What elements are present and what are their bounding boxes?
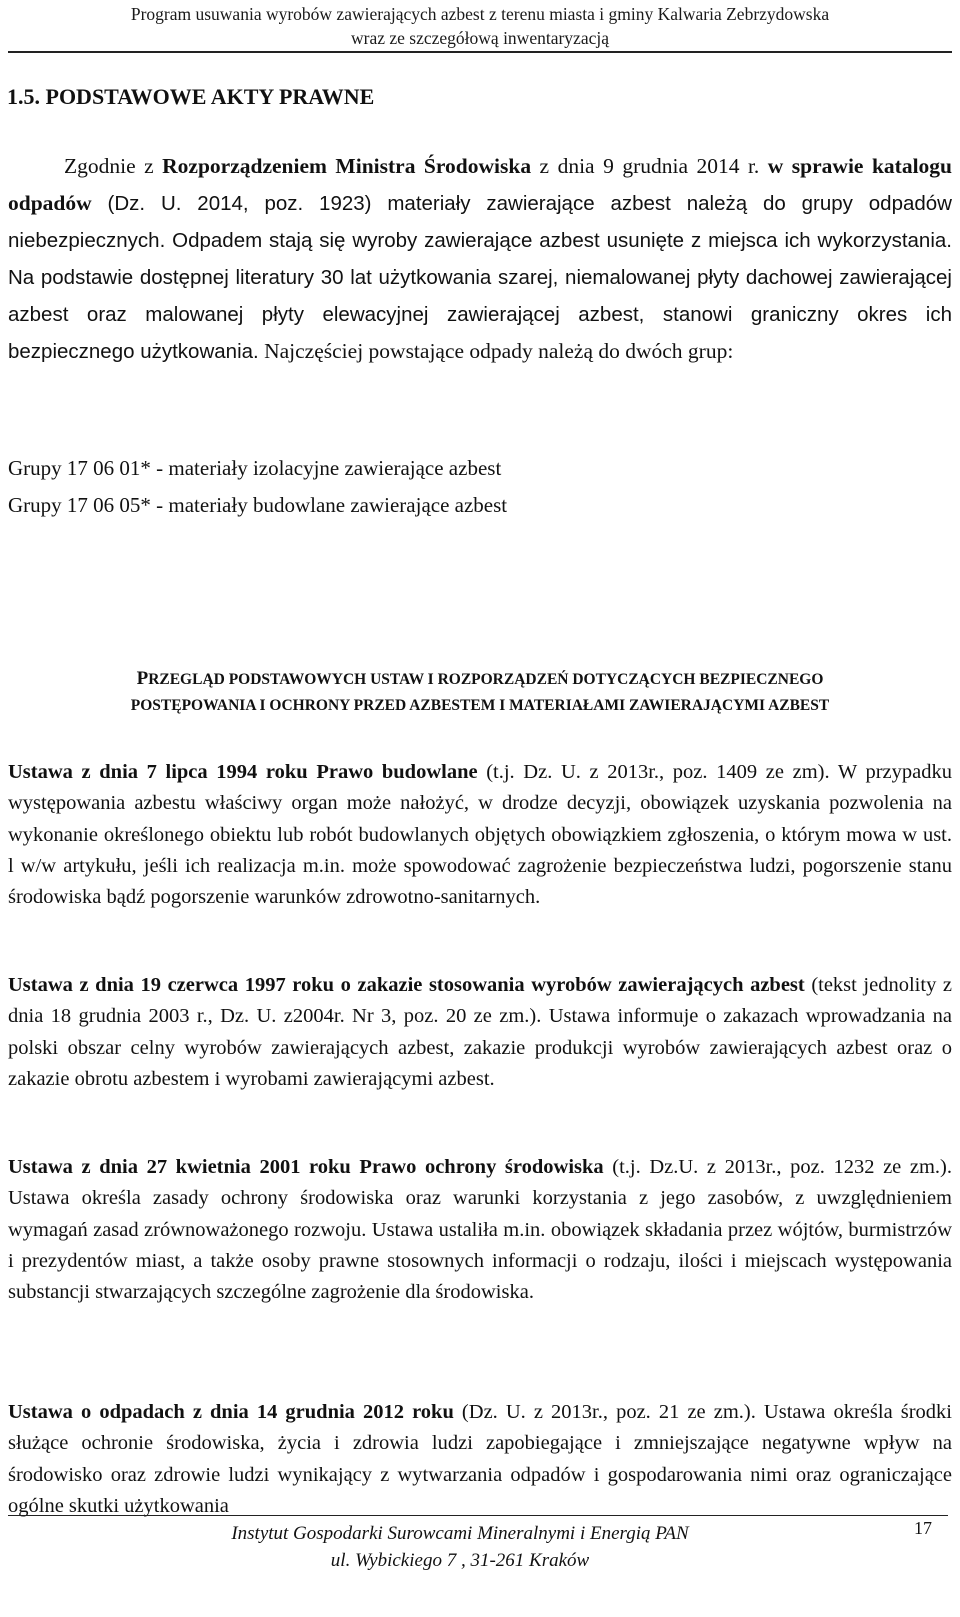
waste-group-item: Grupy 17 06 01* - materiały izolacyjne zawierające azbest	[8, 456, 502, 480]
law-title: Ustawa o odpadach z dnia 14 grudnia 2012 roku	[8, 1401, 454, 1423]
intro-text: Na podstawie dostępnej literatury 30 lat użytkowania szarej, niemalowanej płyty dachowej zawierającej azbest oraz malowanej płyty elewacyjnej zawierającej azbest, stanowi graniczny okres ich bezpiecznego użytkowania.	[8, 266, 952, 363]
law-title: Ustawa z dnia 7 lipca 1994 roku Prawo budowlane	[8, 761, 478, 783]
section-heading: 1.5. PODSTAWOWE AKTY PRAWNE	[7, 84, 375, 109]
law-entry	[8, 970, 952, 1095]
law-entry	[8, 1397, 952, 1522]
running-header-line-1: Program usuwania wyrobów zawierających azbest z terenu miasta i gminy Kalwaria Zebrzydowska	[130, 4, 830, 24]
header-divider	[8, 51, 952, 53]
running-header-line-2: wraz ze szczegółową inwentaryzacją	[351, 28, 609, 48]
law-entry	[8, 757, 952, 913]
regulation-name: Rozporządzeniem Ministra Środowiska	[162, 154, 532, 178]
footer-institute: Instytut Gospodarki Surowcami Mineralnymi i Energią PAN	[231, 1523, 689, 1544]
intro-text: (Dz. U. 2014, poz. 1923) materiały zawierające azbest należą do grupy odpadów niebezpiecznych. Odpadem stają się wyroby zawierające azbest usunięte z miejsca ich wykorzystania.	[8, 192, 952, 252]
intro-text: z dnia 9 grudnia 2014 r.	[531, 154, 768, 178]
law-description: (t.j. Dz.U. z 2013r., poz. 1232 ze zm.). Ustawa określa zasady ochrony środowiska oraz warunki korzystania z jego zasobów, z uwzględnieniem wymagań zasad zrównoważonego rozwoju. Ustawa ustaliła m.in. obowiązek składania przez wójtów, burmistrzów i prezydentów miast, a także osoby prawne stosownych informacji o rodzaju, ilości i miejscach występowania substancji stwarzających szczególne zagrożenie dla środowiska.	[8, 1156, 952, 1304]
regulation-subject: w sprawie katalogu odpadów	[8, 154, 952, 215]
law-title: Ustawa z dnia 27 kwietnia 2001 roku Prawo ochrony środowiska	[8, 1156, 604, 1178]
intro-text: Zgodnie z	[64, 154, 163, 178]
page-number: 17	[914, 1518, 932, 1538]
footer-address: ul. Wybickiego 7 , 31-261 Kraków	[330, 1550, 590, 1571]
running-header	[0, 2, 960, 50]
law-description: (tekst jednolity z dnia 18 grudnia 2003 r., Dz. U. z2004r. Nr 3, poz. 20 ze zm.). Ustawa informuje o zakazach wprowadzania na polski obszar celny wyrobów zawierających azbest, zakazie produkcji wyrobów zawierających azbest oraz o zakazie obrotu azbestem i wyrobami zawierającymi azbest.	[8, 974, 952, 1090]
footer-divider	[8, 1515, 948, 1516]
review-heading	[8, 666, 952, 719]
law-description: (Dz. U. z 2013r., poz. 21 ze zm.). Ustawa określa środki służące ochronie środowiska, życia i zdrowia ludzi zapobiegające i zmniejszające negatywne wpływ na środowisko oraz zdrowie ludzi wynikający z wytwarzania odpadów i gospodarowania nimi oraz ograniczające ogólne skutki użytkowania	[8, 1401, 952, 1517]
law-description: (t.j. Dz. U. z 2013r., poz. 1409 ze zm). W przypadku występowania azbestu właściwy organ może nałożyć, w drodze decyzji, obowiązek uzyskania pozwolenia na wykonanie określonego obiektu lub robót budowlanych objętych obowiązkiem zgłoszenia, o którym mowa w ust. l w/w artykułu, jeśli ich realizacja m.in. może spowodować zagrożenie bezpieczeństwa ludzi, pogorszenie stanu środowiska bądź pogorszenie warunków zdrowotno-sanitarnych.	[8, 761, 952, 909]
intro-paragraph	[8, 148, 952, 370]
waste-group-item: Grupy 17 06 05* - materiały budowlane zawierające azbest	[8, 493, 508, 517]
intro-text: Najczęściej powstające odpady należą do dwóch grup:	[258, 339, 734, 363]
review-heading-line-1: PRZEGLĄD PODSTAWOWYCH USTAW I ROZPORZĄDZEŃ DOTYCZĄCYCH BEZPIECZNEGO	[136, 668, 824, 689]
footer	[140, 1520, 780, 1574]
review-heading-line-2: POSTĘPOWANIA I OCHRONY PRZED AZBESTEM I MATERIAŁAMI ZAWIERAJĄCYMI AZBEST	[130, 697, 830, 714]
law-entry	[8, 1152, 952, 1308]
law-title: Ustawa z dnia 19 czerwca 1997 roku o zakazie stosowania wyrobów zawierających azbest	[8, 974, 805, 996]
